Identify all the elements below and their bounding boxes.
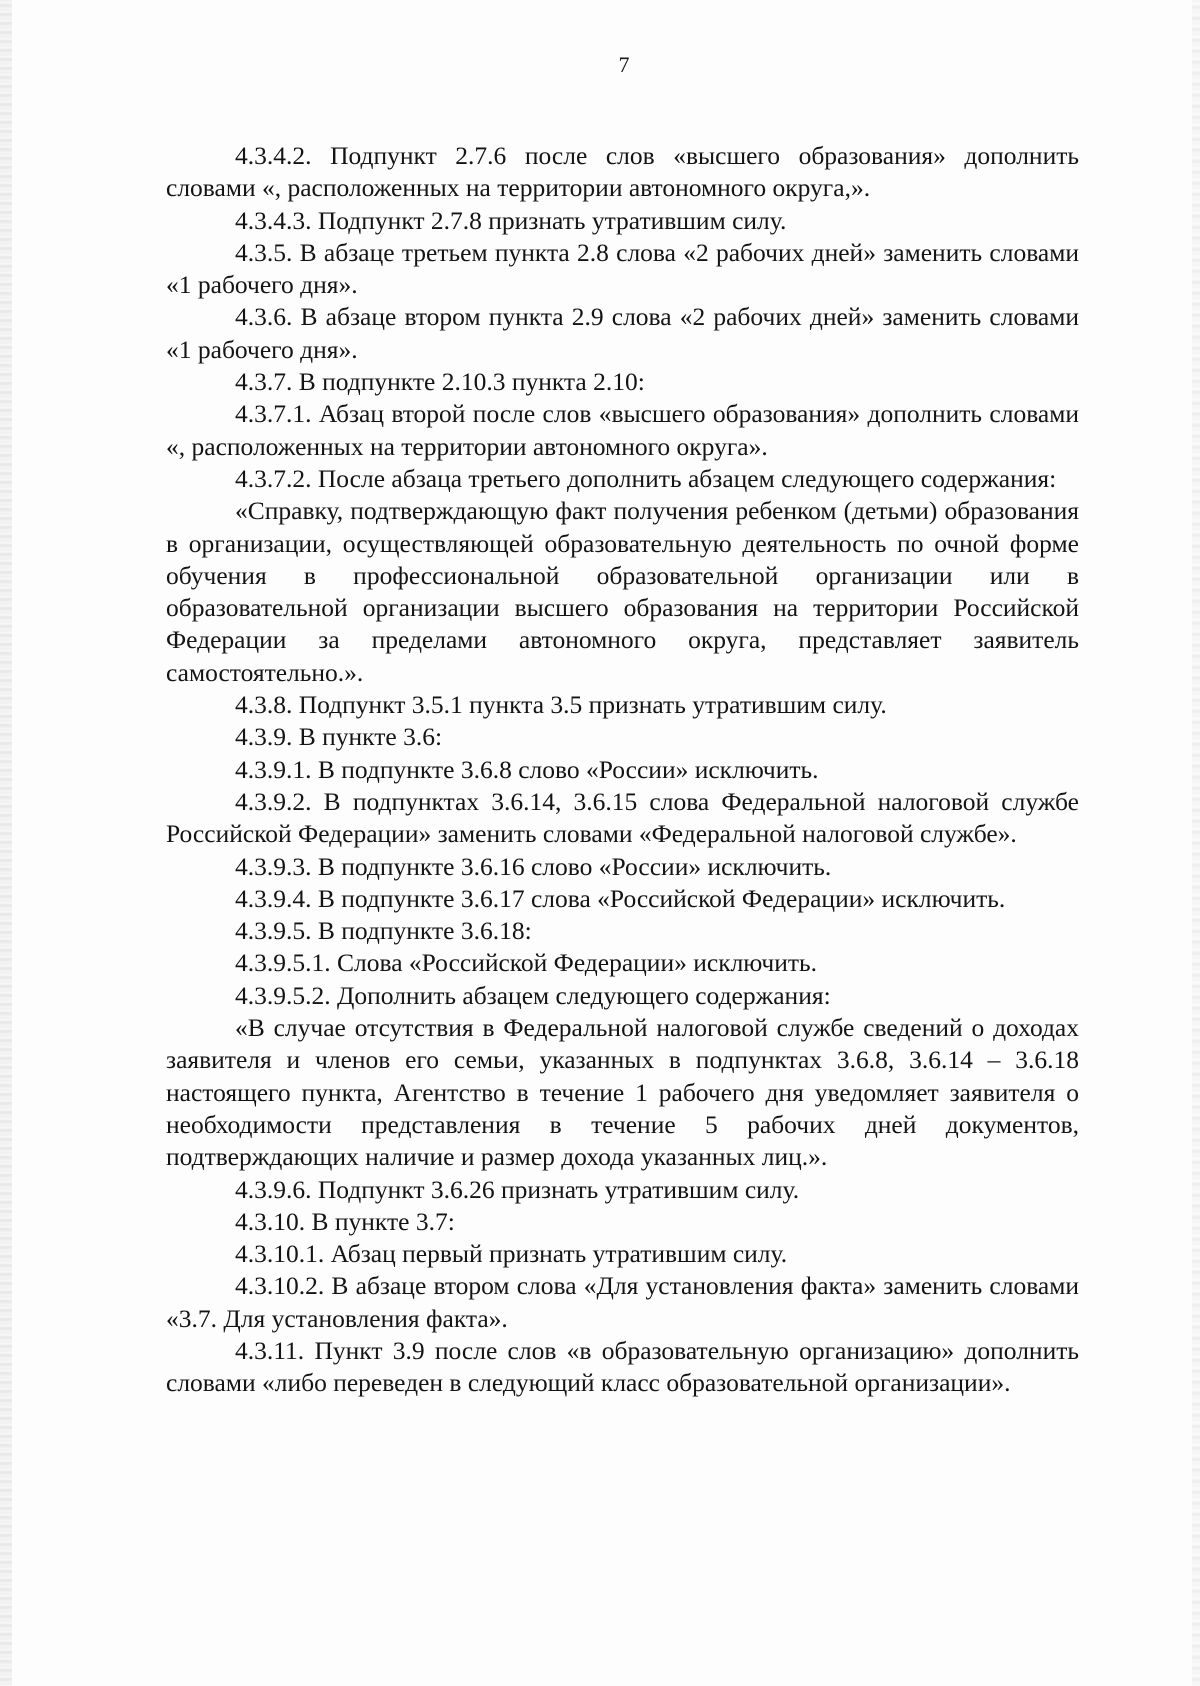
- paragraph-4-3-11: 4.3.11. Пункт 3.9 после слов «в образовательную организацию» дополнить словами «либо переведен в следующий класс образовательной организации».: [166, 1335, 1079, 1398]
- paragraph-4-3-9-6: 4.3.9.6. Подпункт 3.6.26 признать утратившим силу.: [235, 1174, 800, 1204]
- paragraph-4-3-9-5-2: 4.3.9.5.2. Дополнить абзацем следующего содержания:: [235, 980, 831, 1010]
- quoted-paragraph-certificate: «Справку, подтверждающую факт получения ребенком (детьми) образования в организации, осуществляющей образовательную деятельность по очной форме обучения в профессиональной образовательной организации или в образовательной организации высшего образования на территории Российской Федерации за пределами автономного округа, представляет заявитель самостоятельно.».: [166, 496, 1079, 687]
- paragraph-4-3-7-2: 4.3.7.2. После абзаца третьего дополнить абзацем следующего содержания:: [235, 463, 1057, 493]
- paragraph-4-3-9-5-1: 4.3.9.5.1. Слова «Российской Федерации» исключить.: [235, 948, 818, 978]
- paragraph-4-3-9-1: 4.3.9.1. В подпункте 3.6.8 слово «России» исключить.: [235, 754, 819, 784]
- paragraph-4-3-7: 4.3.7. В подпункте 2.10.3 пункта 2.10:: [235, 367, 645, 397]
- page-number: 7: [618, 52, 630, 77]
- paragraph-4-3-6: 4.3.6. В абзаце втором пункта 2.9 слова «2 рабочих дней» заменить словами «1 рабочего дня».: [166, 302, 1079, 364]
- paragraph-4-3-9-5: 4.3.9.5. В подпункте 3.6.18:: [235, 916, 532, 946]
- paragraph-4-3-4-2: 4.3.4.2. Подпункт 2.7.6 после слов «высшего образования» дополнить словами «, расположенных на территории автономного округа,».: [166, 141, 1079, 203]
- quoted-paragraph-tax-service: «В случае отсутствия в Федеральной налоговой службе сведений о доходах заявителя и членов его семьи, указанных в подпунктах 3.6.8, 3.6.14 – 3.6.18 настоящего пункта, Агентство в течение 1 рабочего дня уведомляет заявителя о необходимости представления в течение 5 рабочих дней документов, подтверждающих наличие и размер дохода указанных лиц.».: [166, 1013, 1079, 1172]
- paragraph-4-3-5: 4.3.5. В абзаце третьем пункта 2.8 слова «2 рабочих дней» заменить словами «1 рабочего дня».: [166, 237, 1079, 300]
- paragraph-4-3-7-1: 4.3.7.1. Абзац второй после слов «высшего образования» дополнить словами «, расположенных на территории автономного округа».: [166, 399, 1079, 461]
- paragraph-4-3-10: 4.3.10. В пункте 3.7:: [235, 1206, 455, 1236]
- paragraph-4-3-8: 4.3.8. Подпункт 3.5.1 пункта 3.5 признать утратившим силу.: [235, 690, 887, 720]
- paragraph-4-3-10-1: 4.3.10.1. Абзац первый признать утратившим силу.: [235, 1239, 788, 1269]
- paragraph-4-3-9-4: 4.3.9.4. В подпункте 3.6.17 слова «Российской Федерации» исключить.: [235, 883, 1006, 913]
- paragraph-4-3-9-2: 4.3.9.2. В подпунктах 3.6.14, 3.6.15 слова Федеральной налоговой службе Российской Федерации» заменить словами «Федеральной налоговой службе».: [166, 786, 1079, 849]
- paragraph-4-3-9-3: 4.3.9.3. В подпункте 3.6.16 слово «России» исключить.: [235, 851, 832, 881]
- paragraph-4-3-4-3: 4.3.4.3. Подпункт 2.7.8 признать утратившим силу.: [235, 205, 787, 235]
- scan-edge-right: [1192, 0, 1200, 1686]
- document-body: [166, 140, 1079, 1400]
- paragraph-4-3-10-2: 4.3.10.2. В абзаце втором слова «Для установления факта» заменить словами «3.7. Для установления факта».: [166, 1271, 1079, 1333]
- paragraph-4-3-9: 4.3.9. В пункте 3.6:: [235, 722, 443, 752]
- scan-edge-left: [0, 0, 12, 1686]
